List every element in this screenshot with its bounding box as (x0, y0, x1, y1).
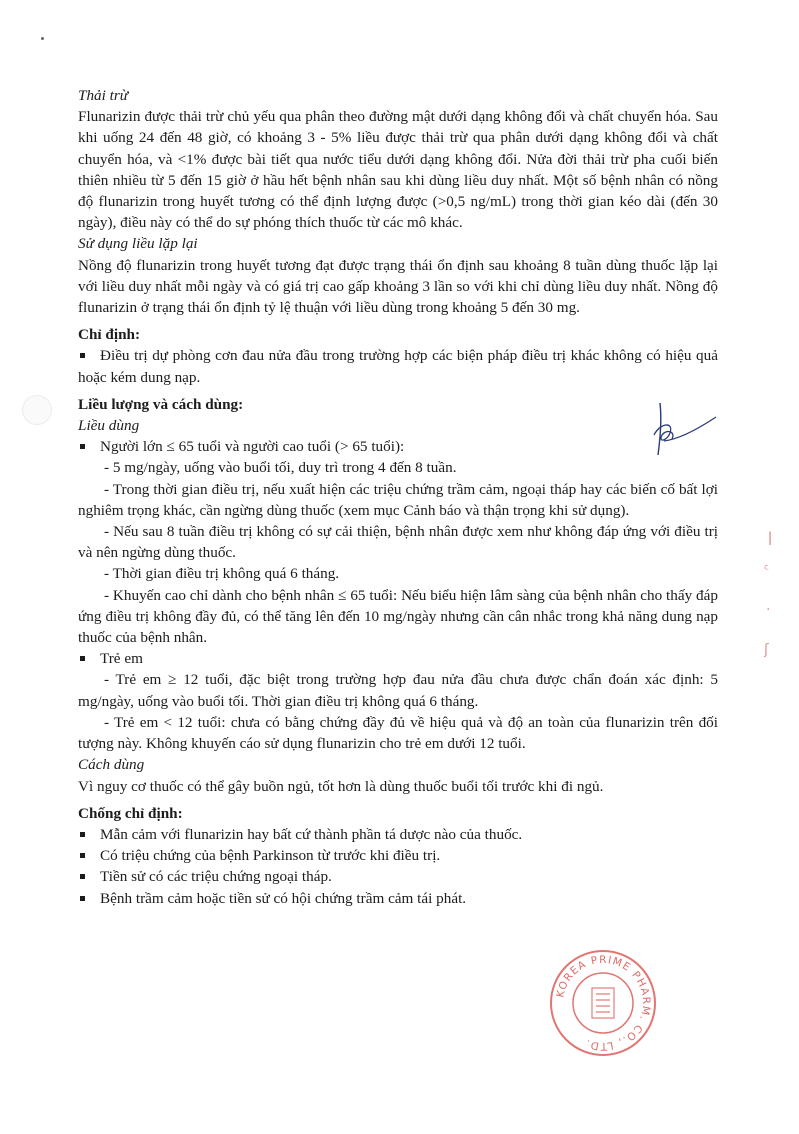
repeated-dose-heading: Sử dụng liều lặp lại (78, 235, 198, 253)
bullet-square-icon (80, 832, 85, 837)
children-label: Trẻ em (78, 648, 718, 669)
contraindication-item: Mẫn cảm với flunarizin hay bất cứ thành phần tá dược nào của thuốc. (78, 824, 718, 845)
svg-text:KOREA PRIME PHARM. CO., LTD. (554, 954, 652, 1052)
adult-item: - Khuyến cao chỉ dành cho bệnh nhân ≤ 65 tuổi: Nếu biểu hiện lâm sàng của bệnh nhân cho thấy đáp ứng điều trị không đầy đủ, có thể tăng lên đến 10 mg/ngày nhưng cần cân nhắc trong khả năng dung nạp thuốc của bệnh nhân. (78, 586, 718, 647)
signature-icon (640, 395, 720, 465)
margin-mark-icon: ᶜ (764, 562, 770, 578)
adult-item: - Trong thời gian điều trị, nếu xuất hiện các triệu chứng trầm cảm, ngoại tháp hay các biến cố bất lợi nghiêm trọng khác, cần ngừng dùng thuốc (xem mục Cảnh báo và thận trọng khi sử dụng). (78, 480, 718, 519)
indication-item: Điều trị dự phòng cơn đau nửa đầu trong trường hợp các biện pháp điều trị khác không có hiệu quả hoặc kém dung nạp. (78, 347, 718, 386)
adult-item: - Nếu sau 8 tuần điều trị không có sự cải thiện, bệnh nhân được xem như không đáp ứng với điều trị và nên ngừng dùng thuốc. (78, 523, 718, 562)
scan-speck (41, 37, 44, 40)
elimination-heading: Thải trừ (78, 87, 129, 104)
child-item: - Trẻ em < 12 tuổi: chưa có bằng chứng đầy đủ về hiệu quả và độ an toàn của flunarizin trên đối tượng này. Không khuyến cáo sử dụng flunarizin cho trẻ em dưới 12 tuổi. (78, 713, 718, 753)
bullet-square-icon (80, 853, 85, 858)
margin-mark-icon: ǀ (768, 530, 773, 546)
usage-heading: Cách dùng (78, 756, 145, 774)
dosage-heading: Liều lượng và cách dùng: (78, 395, 244, 413)
child-item: - Trẻ em ≥ 12 tuổi, đặc biệt trong trường hợp đau nửa đầu chưa được chẩn đoán xác định: 5 mg/ngày, uống vào buổi tối. Thời gian điều trị không quá 6 tháng. (78, 671, 718, 710)
company-stamp-icon (548, 948, 658, 1058)
bullet-square-icon (80, 896, 85, 901)
adult-item: - 5 mg/ngày, uống vào buổi tối, duy trì trong 4 đến 8 tuần. (104, 459, 457, 477)
contraindication-item: Có triệu chứng của bệnh Parkinson từ trước khi điều trị. (78, 845, 718, 866)
bullet-square-icon (80, 656, 85, 661)
margin-mark-icon: ʃ (764, 642, 769, 658)
indication-heading: Chỉ định: (78, 326, 141, 344)
contraindication-item: Tiền sử có các triệu chứng ngoại tháp. (78, 866, 718, 887)
elimination-text: Flunarizin được thải trừ chủ yếu qua phân theo đường mật dưới dạng không đổi và chất chuyển hóa. Sau khi uống 24 đến 48 giờ, có khoảng 3 - 5% liều được thải trừ qua phân dưới dạng không đổi và chất chuyển hóa, và <1% được bài tiết qua nước tiểu dưới dạng không đổi. Nửa đời thải trừ pha cuối biến thiên nhiều từ 5 đến 15 giờ ở hầu hết bệnh nhân sau khi dùng liều duy nhất. Một số bệnh nhân có nồng độ flunarizin trong huyết tương có thể định lượng được (>0,5 ng/mL) trong thời gian kéo dài (đến 30 ngày), điều này có thể do sự phóng thích thuốc từ các mô khác. (78, 108, 718, 232)
document-page (78, 85, 718, 909)
bullet-square-icon (80, 874, 85, 879)
stamp-ring-text: KOREA PRIME PHARM. CO., LTD. (554, 953, 653, 1053)
dosage-subheading: Liều dùng (78, 417, 140, 435)
punch-hole (22, 395, 52, 425)
contraindication-item: Bệnh trầm cảm hoặc tiền sử có hội chứng trầm cảm tái phát. (78, 888, 718, 909)
margin-mark-icon: · (766, 602, 771, 618)
adults-label: Người lớn ≤ 65 tuổi và người cao tuổi (> 65 tuổi): (78, 436, 718, 457)
usage-text: Vì nguy cơ thuốc có thể gây buồn ngủ, tốt hơn là dùng thuốc buổi tối trước khi đi ngủ. (78, 777, 604, 795)
bullet-square-icon (80, 444, 85, 449)
contraindications-heading: Chống chỉ định: (78, 804, 183, 822)
adult-item: - Thời gian điều trị không quá 6 tháng. (104, 565, 340, 583)
bullet-square-icon (80, 353, 85, 358)
repeated-dose-text: Nồng độ flunarizin trong huyết tương đạt được trạng thái ổn định sau khoảng 8 tuần dùng thuốc lặp lại với liều duy nhất mỗi ngày và có giá trị cao gấp khoảng 3 lần so với khi chỉ dùng liều duy nhất. Nồng độ flunarizin ở trạng thái ổn định tỷ lệ thuận với liều dùng trong khoảng 5 đến 30 mg. (78, 256, 718, 317)
